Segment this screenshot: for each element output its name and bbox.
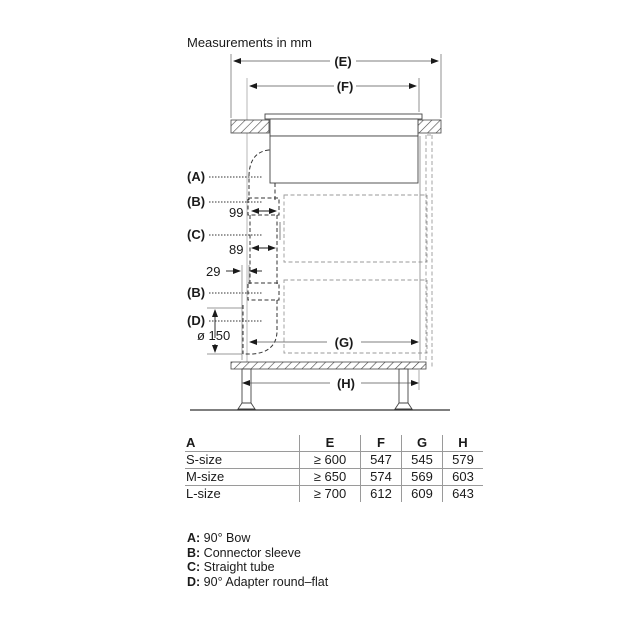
- svg-text:29: 29: [206, 264, 221, 279]
- cell-g: 609: [402, 486, 443, 503]
- part-label-d: [187, 313, 262, 328]
- measurement-89: [229, 242, 275, 257]
- svg-text:(B): (B): [187, 285, 206, 300]
- cell-e: ≥ 700: [300, 486, 361, 503]
- svg-text:(A): (A): [187, 169, 206, 184]
- label-f: (F): [336, 79, 354, 94]
- dimensions-table: [185, 435, 483, 502]
- cell-f: 547: [361, 452, 402, 469]
- header-a: A: [185, 435, 300, 452]
- cell-e: ≥ 650: [300, 469, 361, 486]
- table-row: [185, 469, 483, 486]
- measurement-29: [206, 264, 262, 360]
- dimension-g: [250, 335, 418, 350]
- header-e: E: [300, 435, 361, 452]
- legend-item: C: Straight tube: [187, 560, 275, 574]
- part-label-b-bottom: [187, 285, 262, 300]
- label-h: (H): [336, 376, 356, 391]
- part-label-a: [187, 169, 263, 184]
- table-header-row: [185, 435, 483, 452]
- table-row: [185, 452, 483, 469]
- cooktop: [265, 114, 422, 183]
- row-label: M-size: [185, 469, 300, 486]
- diagram-title: Measurements in mm: [187, 35, 312, 50]
- cell-h: 579: [443, 452, 484, 469]
- cell-h: 643: [443, 486, 484, 503]
- cabinet-legs: [238, 369, 412, 409]
- legend-item: B: Connector sleeve: [187, 545, 301, 560]
- svg-text:99: 99: [229, 205, 244, 220]
- cell-e: ≥ 600: [300, 452, 361, 469]
- svg-text:(B): (B): [187, 194, 206, 209]
- row-label: S-size: [185, 452, 300, 469]
- header-h: H: [443, 435, 484, 452]
- table-row: [185, 486, 483, 503]
- svg-text:(C): (C): [187, 227, 206, 242]
- measurement-99: [229, 205, 276, 220]
- cell-f: 574: [361, 469, 402, 486]
- header-f: F: [361, 435, 402, 452]
- dimension-h: [243, 370, 419, 391]
- parts-legend: [187, 531, 328, 589]
- label-e: (E): [334, 54, 352, 69]
- legend-item: D: 90° Adapter round–flat: [187, 574, 329, 589]
- svg-text:(D): (D): [187, 313, 206, 328]
- plinth-board: [231, 362, 426, 369]
- cell-g: 569: [402, 469, 443, 486]
- cell-f: 612: [361, 486, 402, 503]
- cell-g: 545: [402, 452, 443, 469]
- svg-text:89: 89: [229, 242, 244, 257]
- label-g: (G): [334, 335, 354, 350]
- cell-h: 603: [443, 469, 484, 486]
- legend-item: A: 90° Bow: [187, 531, 251, 545]
- part-label-c: [187, 227, 262, 242]
- svg-text:ø 150: ø 150: [197, 328, 231, 343]
- part-label-b-top: [187, 194, 262, 209]
- header-g: G: [402, 435, 443, 452]
- row-label: L-size: [186, 486, 221, 501]
